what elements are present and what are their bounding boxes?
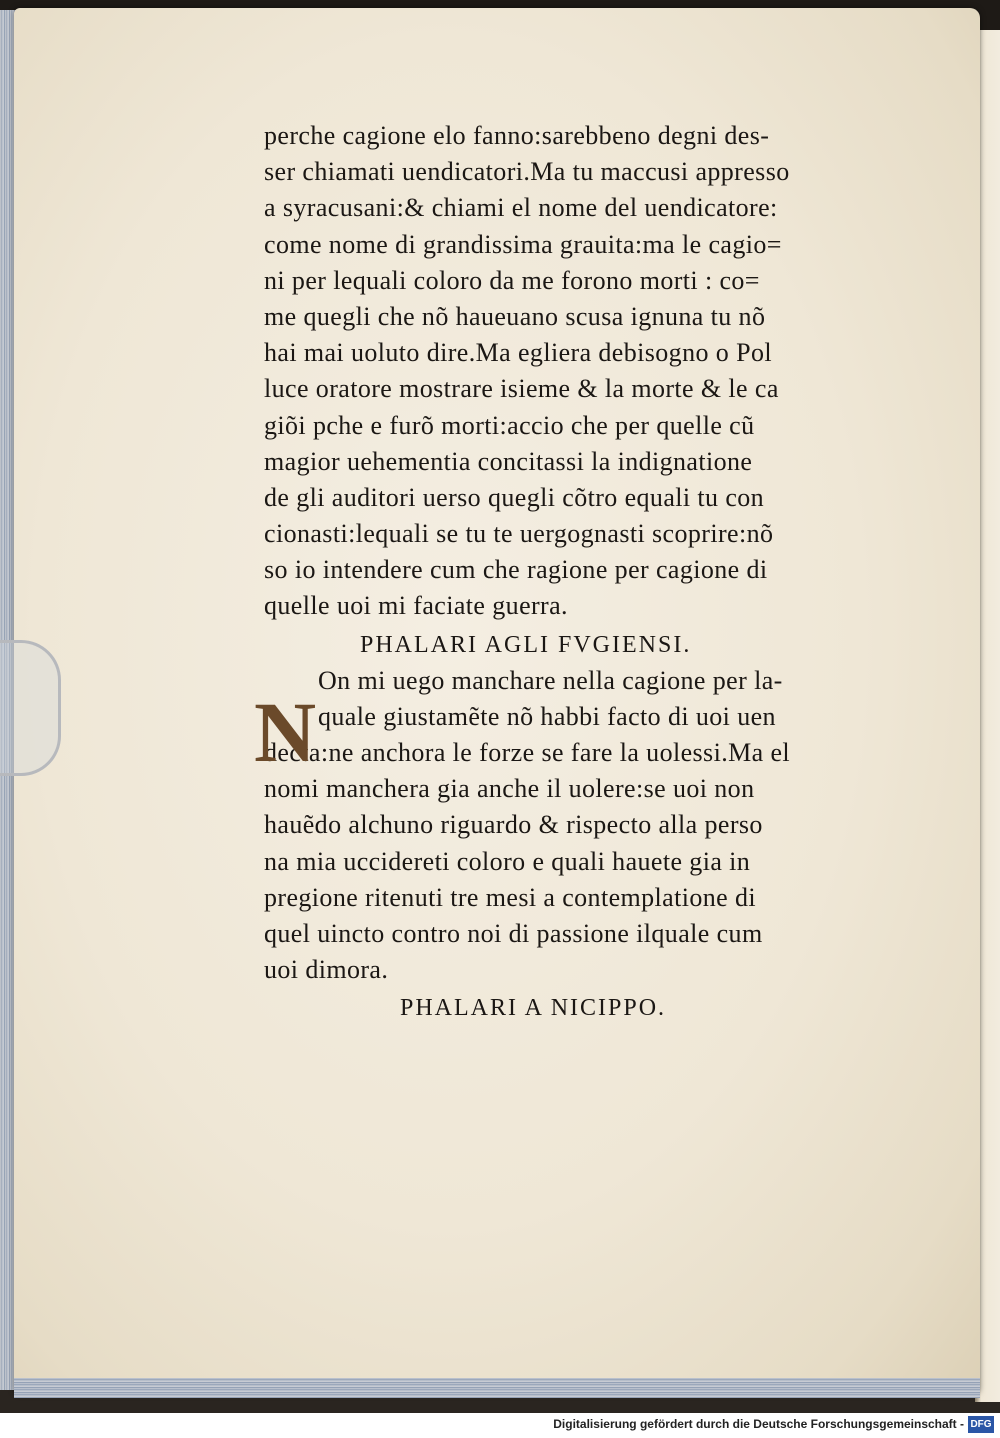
text-line: come nome di grandissima grauita:ma le cagio= xyxy=(264,229,782,259)
footer-bar xyxy=(0,1413,1000,1438)
text-line: perche cagione elo fanno:sarebbeno degni des- xyxy=(264,121,770,150)
bottom-page-edges xyxy=(14,1378,980,1398)
text-line: giõi pche e furõ morti:accio che per quelle cũ xyxy=(264,410,755,440)
text-line: so io intendere cum che ragione per cagione di xyxy=(264,555,768,585)
letter-heading: PHALARI A NICIPPO. xyxy=(400,995,667,1022)
decorated-initial: N xyxy=(254,684,317,780)
text-line: pregione ritenuti tre mesi a contemplatione di xyxy=(264,882,757,912)
text-line: quelle uoi mi faciate guerra. xyxy=(264,591,568,621)
text-line: luce oratore mostrare isieme & la morte & le ca xyxy=(264,374,779,404)
text-line: cionasti:lequali se tu te uergognasti scoprire:nõ xyxy=(264,519,774,549)
letter-text xyxy=(264,118,904,1026)
text-line: nomi manchera gia anche il uolere:se uoi non xyxy=(264,774,755,804)
text-line: ni per lequali coloro da me forono morti : co= xyxy=(264,265,760,295)
text-line: uoi dimora. xyxy=(264,955,389,985)
text-line: On mi uego manchare nella cagione per la- xyxy=(318,665,783,695)
text-line: quel uincto contro noi di passione ilquale cum xyxy=(264,918,763,948)
text-line: magior uehementia concitassi la indignatione xyxy=(264,446,753,476)
text-line: hauẽdo alchuno riguardo & rispecto alla perso xyxy=(264,810,763,840)
text-line: decta:ne anchora le forze se fare la uolessi.Ma el xyxy=(264,738,791,767)
letter-heading: PHALARI AGLI FVGIENSI. xyxy=(360,631,692,658)
text-line: de gli auditori uerso quegli cõtro equali tu con xyxy=(264,482,765,512)
text-line: quale giustamẽte nõ habbi facto di uoi uen xyxy=(318,701,776,731)
text-line: hai mai uoluto dire.Ma egliera debisogno o Pol xyxy=(264,338,772,368)
page-clip xyxy=(0,640,61,776)
footer-credit: Digitalisierung gefördert durch die Deutsche Forschungsgemeinschaft - xyxy=(553,1417,964,1431)
text-line: ser chiamati uendicatori.Ma tu maccusi appresso xyxy=(264,157,790,187)
dfg-logo-icon: DFG xyxy=(968,1416,994,1433)
text-line: a syracusani:& chiami el nome del uendicatore: xyxy=(264,193,778,223)
text-line: me quegli che nõ haueuano scusa ignuna tu nõ xyxy=(264,301,766,331)
text-line: na mia uccidereti coloro e quali hauete gia in xyxy=(264,846,751,876)
